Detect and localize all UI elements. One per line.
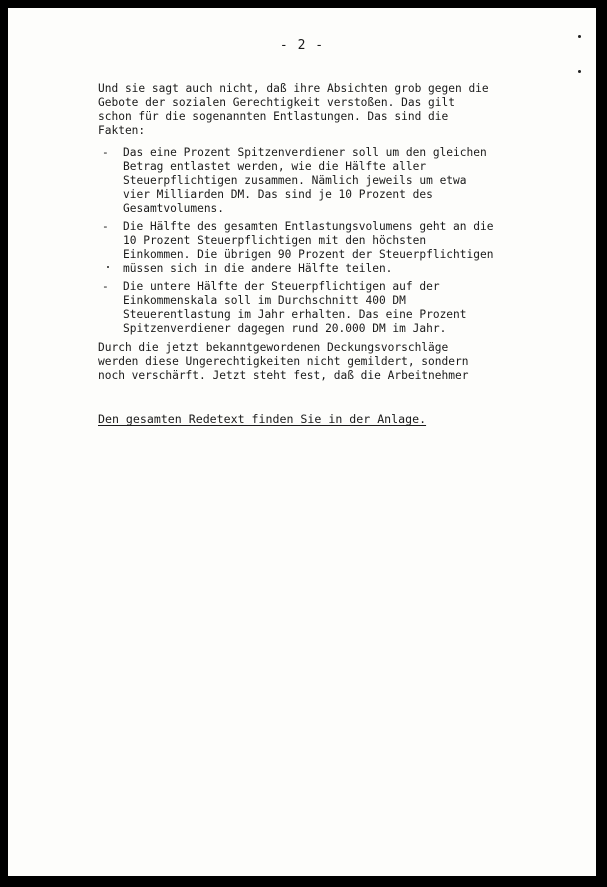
- page-number: - 2 -: [279, 38, 325, 53]
- bullet-text: Die Hälfte des gesamten Entlastungsvolumens geht an die 10 Prozent Steuerpflichtigen mit den höchsten Einkommen. Die übrigen 90 Prozent der Steuerpflichtigen müssen sich in die andere Hälfte teilen.: [123, 220, 494, 275]
- bullet-dash: -: [102, 220, 109, 233]
- conclusion-paragraph: Durch die jetzt bekanntgewordenen Deckungsvorschläge werden diese Ungerechtigkeiten nicht gemildert, sondern noch verschärft. Jetzt steht fest, daß die Arbeitnehmer: [98, 341, 469, 382]
- document-page: [8, 8, 596, 876]
- bullet-dash: -: [102, 280, 109, 293]
- bullet-text: Die untere Hälfte der Steuerpflichtigen auf der Einkommenskala soll im Durchschnitt 400 DM Steuerentlastung im Jahr erhalten. Das eine Prozent Spitzenverdiener dagegen rund 20.000 DM im Jahr.: [123, 280, 467, 335]
- bullet-text: Das eine Prozent Spitzenverdiener soll um den gleichen Betrag entlastet werden, wie die Hälfte aller Steuerpflichtigen zusammen. Nämlich jeweils um etwa vier Milliarden DM. Das sind je 10 Prozent des Gesamtvolumens.: [123, 146, 487, 215]
- attachment-note: Den gesamten Redetext finden Sie in der Anlage.: [98, 412, 427, 426]
- scan-speck: [578, 35, 581, 38]
- intro-paragraph: Und sie sagt auch nicht, daß ihre Absichten grob gegen die Gebote der sozialen Gerechtigkeit verstoßen. Das gilt schon für die sogenannten Entlastungen. Das sind die Fakten:: [98, 82, 489, 137]
- bullet-dash: -: [102, 146, 109, 159]
- scan-speck: [107, 266, 109, 268]
- scan-speck: [578, 70, 581, 73]
